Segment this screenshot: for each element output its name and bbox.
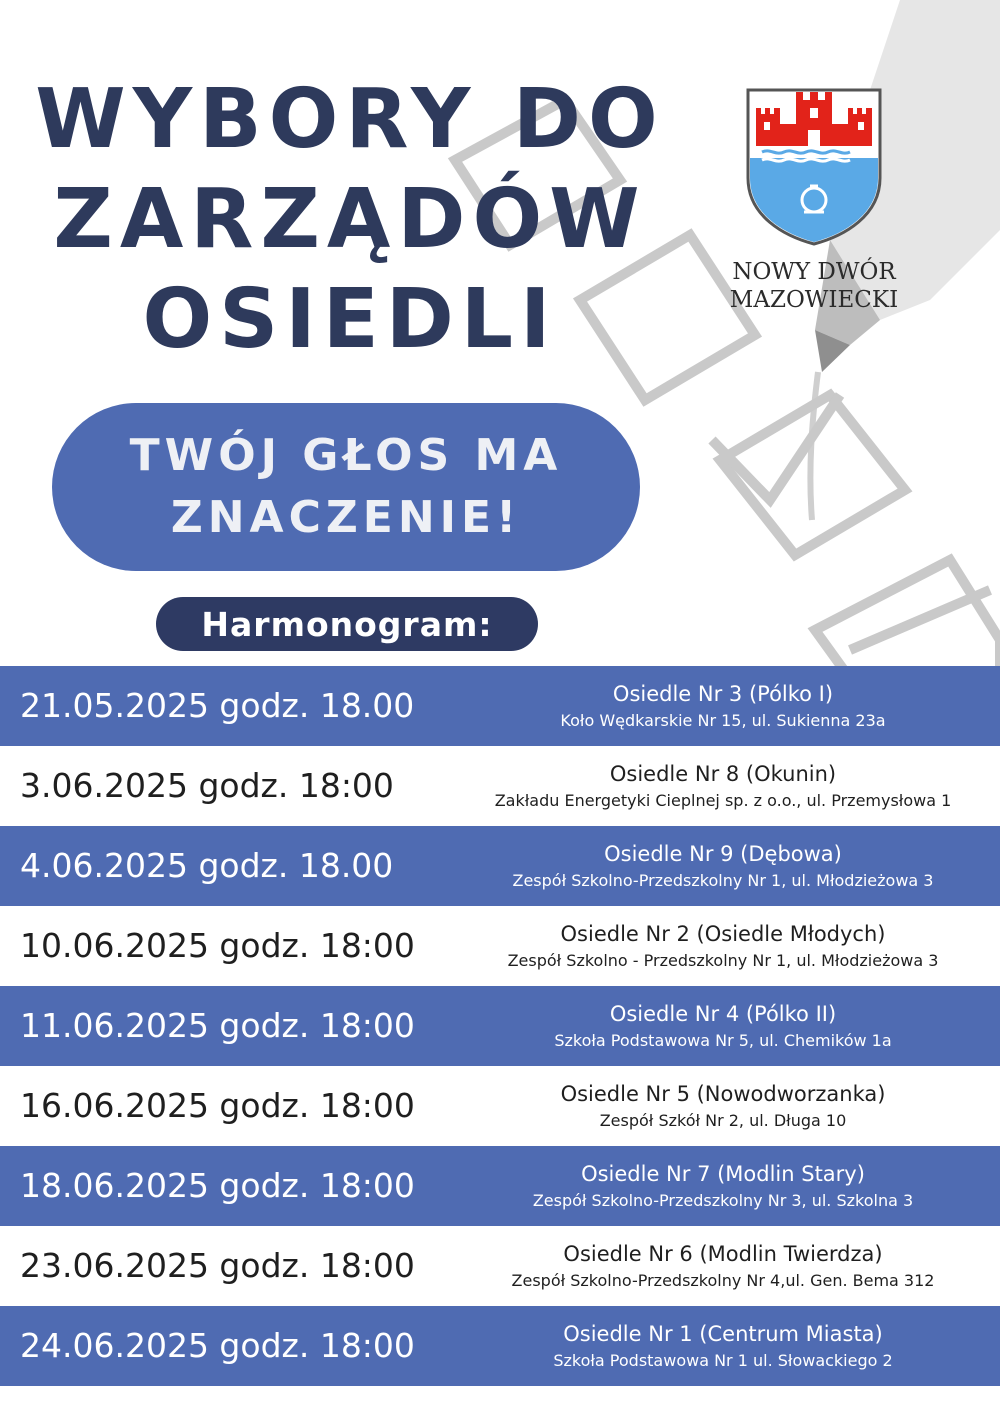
city-name-line: NOWY DWÓR (732, 259, 896, 285)
meeting-date: 18.06.2025 godz. 18:00 (20, 1166, 415, 1205)
slogan-line: ZNACZENIE! (170, 492, 522, 543)
meeting-date: 11.06.2025 godz. 18:00 (20, 1006, 415, 1045)
city-name (724, 258, 904, 314)
meeting-date: 3.06.2025 godz. 18:00 (20, 766, 394, 805)
meeting-address: Zespół Szkolno - Przedszkolny Nr 1, ul. Młodzieżowa 3 (507, 951, 939, 970)
meeting-address: Szkoła Podstawowa Nr 1 ul. Słowackiego 2 (553, 1351, 893, 1370)
meeting-address: Zespół Szkół Nr 2, ul. Długa 10 (599, 1111, 847, 1130)
city-name-line: MAZOWIECKI (729, 287, 899, 313)
meeting-date: 4.06.2025 godz. 18.00 (20, 846, 394, 885)
coat-of-arms-icon (744, 86, 884, 246)
check-mark-icon (712, 395, 840, 500)
schedule-row (0, 986, 1000, 1066)
slogan-banner (52, 403, 640, 571)
district-name: Osiedle Nr 8 (Okunin) (609, 762, 837, 786)
district-name: Osiedle Nr 6 (Modlin Twierdza) (563, 1242, 883, 1266)
district-name: Osiedle Nr 2 (Osiedle Młodych) (560, 922, 886, 946)
meeting-address: Zespół Szkolno-Przedszkolny Nr 1, ul. Młodzieżowa 3 (512, 871, 934, 890)
schedule-row (0, 1226, 1000, 1306)
meeting-date: 16.06.2025 godz. 18:00 (20, 1086, 415, 1125)
schedule-label: Harmonogram: (156, 597, 538, 651)
district-name: Osiedle Nr 1 (Centrum Miasta) (563, 1322, 883, 1346)
meeting-date: 23.06.2025 godz. 18:00 (20, 1246, 415, 1285)
schedule-row (0, 666, 1000, 746)
meeting-date: 24.06.2025 godz. 18:00 (20, 1326, 415, 1365)
title-line: ZARZĄDÓW (53, 172, 647, 267)
meeting-date: 21.05.2025 godz. 18.00 (20, 686, 415, 725)
schedule-row (0, 1146, 1000, 1226)
title-line: WYBORY DO (35, 72, 665, 167)
schedule-table (0, 666, 1000, 1386)
title-line: OSIEDLI (142, 272, 558, 367)
meeting-address: Zespół Szkolno-Przedszkolny Nr 3, ul. Szkolna 3 (532, 1191, 914, 1210)
slogan-line: TWÓJ GŁOS MA (129, 430, 563, 481)
schedule-row (0, 906, 1000, 986)
meeting-address: Szkoła Podstawowa Nr 5, ul. Chemików 1a (554, 1031, 892, 1050)
meeting-address: Zespół Szkolno-Przedszkolny Nr 4,ul. Gen. Bema 312 (511, 1271, 935, 1290)
schedule-row (0, 826, 1000, 906)
schedule-row (0, 1306, 1000, 1386)
district-name: Osiedle Nr 7 (Modlin Stary) (581, 1162, 865, 1186)
schedule-row (0, 746, 1000, 826)
district-name: Osiedle Nr 5 (Nowodworzanka) (560, 1082, 886, 1106)
meeting-address: Koło Wędkarskie Nr 15, ul. Sukienna 23a (560, 711, 886, 730)
meeting-date: 10.06.2025 godz. 18:00 (20, 926, 415, 965)
district-name: Osiedle Nr 3 (Pólko I) (612, 682, 834, 706)
page-title (20, 70, 680, 370)
district-name: Osiedle Nr 4 (Pólko II) (609, 1002, 837, 1026)
schedule-row (0, 1066, 1000, 1146)
district-name: Osiedle Nr 9 (Dębowa) (604, 842, 842, 866)
meeting-address: Zakładu Energetyki Cieplnej sp. z o.o., ul. Przemysłowa 1 (494, 791, 952, 810)
